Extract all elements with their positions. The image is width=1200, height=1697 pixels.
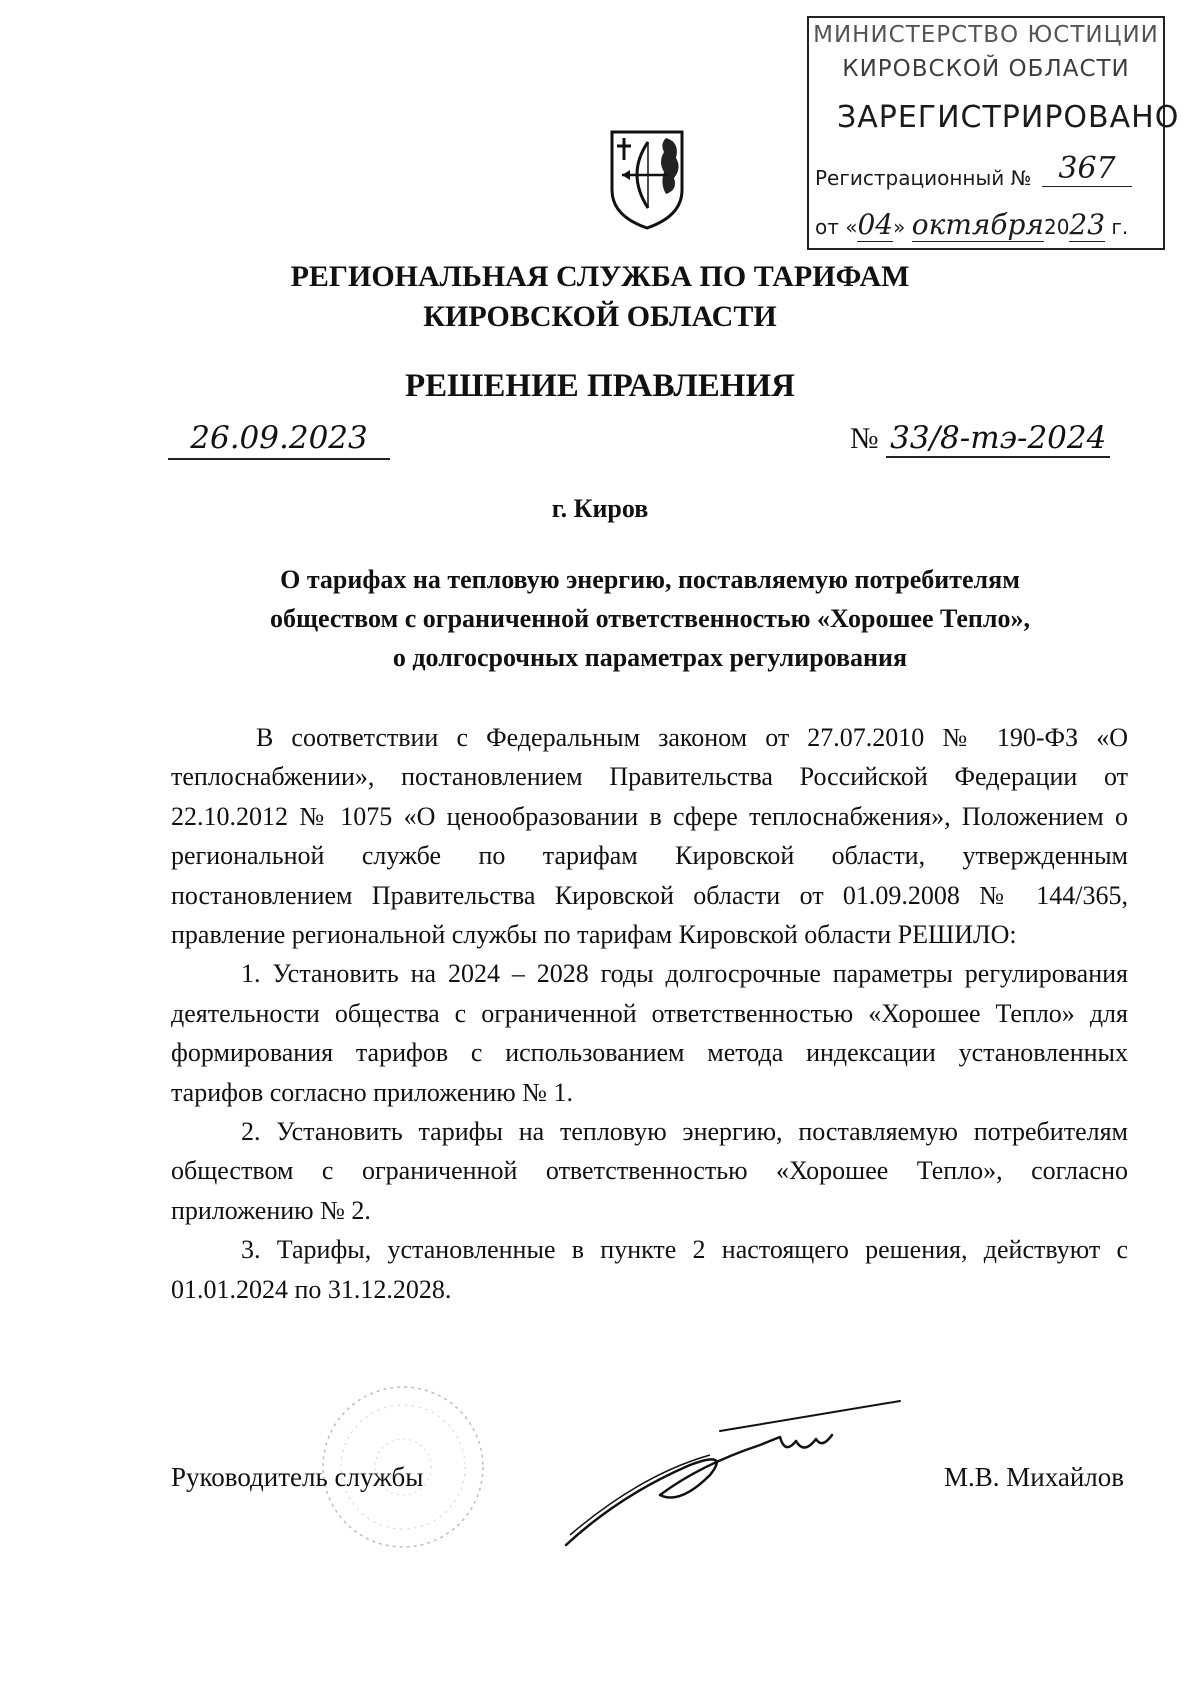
stamp-year: 23 xyxy=(1069,208,1106,241)
body-item-1: 1. Установить на 2024 – 2028 годы долгосрочные параметры регулирования деятельности общества с ограниченной ответственностью «Хорошее Тепло» для формирования тарифов с использованием метода индексации установленных тарифов согласно приложению № 1. xyxy=(171,959,1128,1107)
body-item-3: 3. Тарифы, установленные в пункте 2 настоящего решения, действуют с 01.01.2024 по 31.12.2028. xyxy=(171,1235,1128,1304)
document-body xyxy=(171,718,1128,1309)
stamp-regno-value: 367 xyxy=(1042,151,1132,187)
signatory-name: М.В. Михайлов xyxy=(944,1462,1125,1492)
document-type-title: РЕШЕНИЕ ПРАВЛЕНИЯ xyxy=(405,368,795,404)
stamp-year-prefix: 20 xyxy=(1043,215,1070,239)
decision-date: 26.09.2023 xyxy=(168,418,390,460)
registration-stamp xyxy=(807,16,1180,250)
coat-of-arms-icon xyxy=(608,128,686,232)
stamp-date-mid: » xyxy=(893,215,906,239)
subject-line-3: о долгосрочных параметрах регулирования xyxy=(392,643,908,672)
body-preamble: В соответствии с Федеральным законом от 27.07.2010 № 190-ФЗ «О теплоснабжении», постановлением Правительства Российской Федерации от 22.10.2012 № 1075 «О ценообразовании в сфере теплоснабжения», Положением о региональной службе по тарифам Кировской области, утвержденным постановлением Правительства Кировской области от 01.09.2008 № 144/365, правление региональной службы по тарифам Кировской области РЕШИЛО: xyxy=(171,723,1128,950)
stamp-day: 04 xyxy=(857,208,894,241)
number-sign: № xyxy=(850,422,879,455)
stamp-date-prefix: от « xyxy=(815,215,858,239)
decision-number: 33/8-тэ-2024 xyxy=(886,420,1110,458)
stamp-year-suffix: г. xyxy=(1111,215,1129,239)
city-line: г. Киров xyxy=(551,494,649,523)
stamp-regno-label: Регистрационный № xyxy=(815,166,1032,190)
subject-line-2: обществом с ограниченной ответственностью «Хорошее Тепло», xyxy=(270,604,1030,633)
organization-name-line2: КИРОВСКОЙ ОБЛАСТИ xyxy=(423,300,777,333)
handwritten-signature xyxy=(560,1395,920,1555)
stamp-region-line: КИРОВСКОЙ ОБЛАСТИ xyxy=(842,56,1130,82)
stamp-ministry-line: МИНИСТЕРСТВО ЮСТИЦИИ xyxy=(813,22,1159,48)
stamp-registered-label: ЗАРЕГИСТРИРОВАНО xyxy=(837,100,1180,135)
decision-number-row xyxy=(850,420,1110,456)
signatory-title: Руководитель службы xyxy=(171,1462,424,1492)
organization-name-line1: РЕГИОНАЛЬНАЯ СЛУЖБА ПО ТАРИФАМ xyxy=(290,260,910,293)
subject-line-1: О тарифах на тепловую энергию, поставляемую потребителям xyxy=(280,565,1020,594)
stamp-date-row xyxy=(815,208,1128,241)
body-item-2: 2. Установить тарифы на тепловую энергию, поставляемую потребителям обществом с ограниченной ответственностью «Хорошее Тепло», согласно приложению № 2. xyxy=(171,1117,1128,1225)
stamp-month: октября xyxy=(911,208,1044,241)
